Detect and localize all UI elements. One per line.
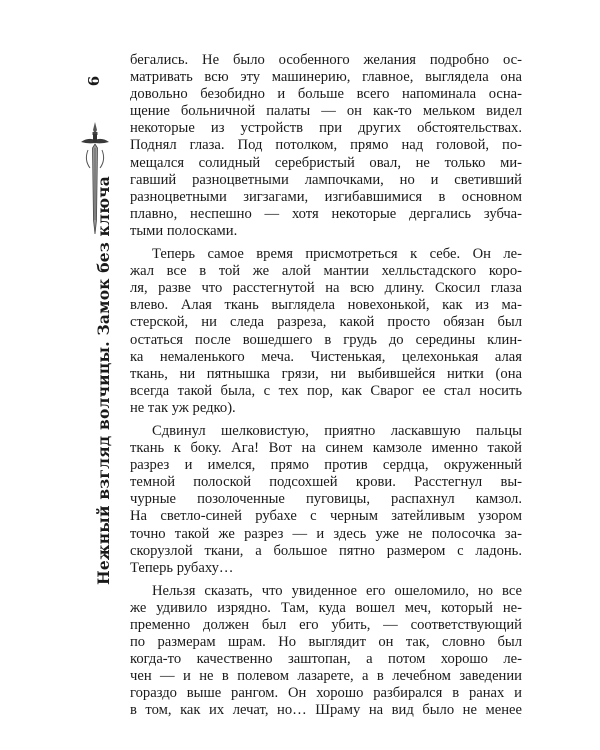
text-line: стерской, ни следа разреза, какой просто обязан был — [130, 314, 522, 331]
paragraph — [130, 583, 522, 720]
text-line: остаться после вошедшего в грудь до середины клин- — [130, 331, 522, 348]
text-line: ка немаленького меча. Чистенькая, целехонькая алая — [130, 348, 522, 365]
text-line: гораздо выше рангом. Он хорошо разбирался в ранах и — [130, 685, 522, 702]
text-line: Теперь самое время присмотреться к себе. Он ле- — [152, 246, 522, 263]
text-line: темной полоской подсохшей крови. Расстегнул вы- — [130, 474, 522, 491]
text-line: довольно безобидно и больше всего напоминала осна- — [130, 86, 522, 103]
body-text — [130, 52, 522, 726]
text-line: не так уж редко). — [130, 399, 236, 416]
paragraph — [130, 52, 522, 240]
text-line: скорузлой ткани, а большое пятно размером с ладонь. — [130, 542, 522, 559]
text-line: бегались. Не было особенного желания подробно ос- — [130, 52, 522, 68]
text-line: влево. Алая ткань выглядела новехонькой, как из ма- — [130, 297, 522, 314]
text-line: разрез и имелся, прямо против сердца, окруженный — [130, 457, 522, 474]
text-line: точно такой же разрез — и здесь уже не полосочка за- — [130, 525, 522, 542]
text-line: матривать всю эту машинерию, главное, выглядела она — [130, 69, 522, 86]
running-title: Нежный взгляд волчицы. Замок без ключа — [94, 176, 113, 585]
paragraph — [130, 246, 522, 417]
text-line: Поднял глаза. Под потолком, прямо над головой, по- — [130, 137, 522, 154]
text-line: ткань, ни пятнышка грязи, ни выбившейся нитки (она — [130, 365, 522, 382]
text-line: чен — и не в полевом лазарете, а в лечебном заведении — [130, 668, 522, 685]
text-line: гавший разноцветными лампочками, но и светивший — [130, 171, 522, 188]
text-line: Сдвинул шелковистую, приятно ласкавшую пальцы — [152, 422, 522, 439]
text-line: чурные позолоченные пуговицы, распахнул камзол. — [130, 491, 522, 508]
page-margin-header — [70, 30, 122, 720]
text-line: Теперь рубаху… — [130, 559, 234, 576]
text-line: ткань к боку. Ага! Вот на синем камзоле именно такой — [130, 440, 522, 457]
text-line: жал все в той же алой мантии хелльстадского коро- — [130, 263, 522, 280]
page-number: 6 — [85, 75, 103, 87]
text-line: На светло-синей рубахе с черным затейливым узором — [130, 508, 522, 525]
text-line: же удивило изрядно. Там, куда вошел меч, который не- — [130, 599, 522, 616]
text-line: пременно должен был его убить, — соответствующий — [130, 617, 522, 633]
text-line: в том, как их лечат, но… Шраму на вид было не менее — [130, 702, 522, 719]
text-line: всегда такой была, с тех пор, как Сварог ее стал носить — [130, 382, 522, 399]
paragraph — [130, 423, 522, 577]
text-line: щение больничной палаты — он как-то мельком видел — [130, 103, 522, 120]
text-line: мещался солидный серебристый овал, не только ми- — [130, 154, 522, 171]
text-line: ля, разве что расстегнутой на всю длину. Скосил глаза — [130, 280, 522, 297]
text-line: некоторые из устройств при других обстоятельствах. — [130, 120, 522, 137]
text-line: тыми полосками. — [130, 222, 238, 239]
text-line: когда-то качественно заштопан, а потом хорошо ле- — [130, 651, 522, 668]
text-line: Нельзя сказать, что увиденное его ошеломило, но все — [152, 582, 522, 599]
text-line: разноцветными зигзагами, изгибавшимися в основном — [130, 188, 522, 205]
text-line: плавно, неспешно — хотя некоторые дергались зубча- — [130, 205, 522, 222]
text-line: по размерам шрам. Но выглядит он так, словно был — [130, 634, 522, 651]
